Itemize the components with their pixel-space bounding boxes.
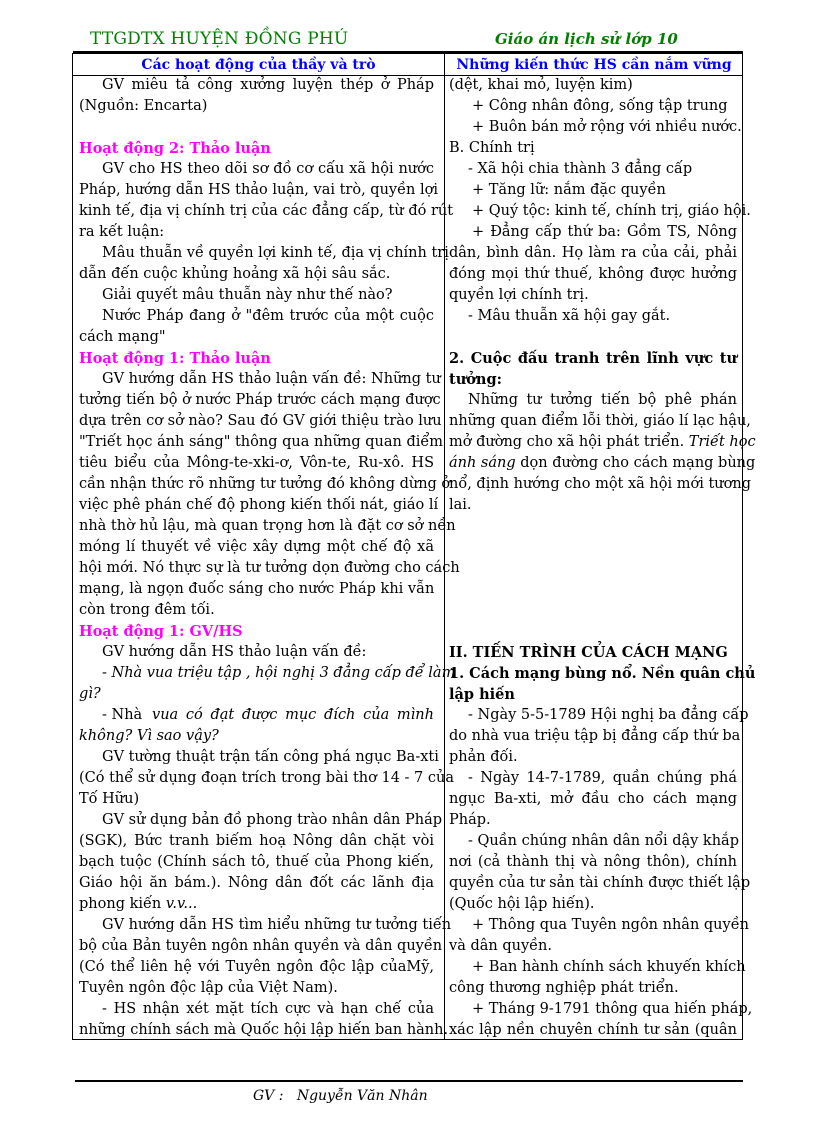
right-line: (Quốc hội lập hiến). [449,896,595,912]
right-line: công thương nghiệp phát triển. [449,980,679,996]
column-divider [444,54,445,1039]
left-line: (Có thể sử dụng đoạn trích trong bài thơ 14 - 7 của [79,770,454,786]
right-line: xác lập nền chuyên chính tư sản (quân [449,1022,737,1038]
right-line: quyền của tư sản tài chính được thiết lập [449,875,751,891]
left-line: GV hướng dẫn HS thảo luận vấn đề: Những tư [102,371,441,387]
right-line: + Quý tộc: kinh tế, chính trị, giáo hội. [472,203,751,219]
left-line: GV miêu tả công xưởng luyện thép ở Pháp [102,77,434,93]
left-line: hội mới. Nó thực sự là tư tưởng dọn đường cho cách [79,560,460,576]
left-line: Tuyên ngôn độc lập của Việt Nam). [79,980,338,996]
left-line: dẫn đến cuộc khủng hoảng xã hội sâu sắc. [79,266,391,282]
right-line: (dệt, khai mỏ, luyện kim) [449,77,633,93]
right-line: Những tư tưởng tiến bộ phê phán [468,392,737,408]
section-heading: 2. Cuộc đấu tranh trên lĩnh vực tư [449,350,737,367]
center-name: TTGDTX HUYỆN ĐỒNG PHÚ [90,29,349,49]
left-line: còn trong đêm tối. [79,602,215,618]
right-line: + Đẳng cấp thứ ba: Gồm TS, Nông [472,224,737,240]
left-line: - Nhà vua triệu tập , hội nghị 3 đẳng cấp để làm [102,665,456,681]
col-header-activities: Các hoạt động của thầy và trò [141,57,376,73]
footer-label: GV : [253,1088,284,1104]
right-line: B. Chính trị [449,140,535,156]
left-line: Giải quyết mâu thuẫn này như thế nào? [102,287,393,303]
left-line: mạng, là ngọn đuốc sáng cho nước Pháp khi vẫn [79,581,435,597]
right-line: đóng mọi thứ thuế, không được hưởng [449,266,737,282]
right-line: dân, bình dân. Họ làm ra của cải, phải [449,245,737,261]
activity-heading: Hoạt động 1: Thảo luận [79,350,271,367]
left-line: "Triết học ánh sáng" thông qua những quan điểm [79,434,444,450]
section-heading: II. TIẾN TRÌNH CỦA CÁCH MẠNG [449,644,728,661]
right-line: phản đối. [449,749,518,765]
left-line: Pháp, hướng dẫn HS thảo luận, vai trò, quyền lợi [79,182,438,198]
left-line: GV hướng dẫn HS thảo luận vấn đề: [102,644,367,660]
right-line [449,453,755,474]
left-line: nhà thờ hủ lậu, mà quan trọng hơn là đặt cơ sở nền [79,518,456,534]
activity-heading: Hoạt động 2: Thảo luận [79,140,271,157]
right-line: + Tăng lữ: nắm đặc quyền [472,182,666,198]
right-line: lai. [449,497,472,513]
right-line: ngục Ba-xti, mở đầu cho cách mạng [449,791,737,807]
right-line: Pháp. [449,812,491,828]
left-line: GV tường thuật trận tấn công phá ngục Ba-xti [102,749,439,765]
col-header-knowledge: Những kiến thức HS cần nắm vững [456,57,732,73]
right-line: - Ngày 14-7-1789, quần chúng phá [468,770,737,786]
right-line [449,432,756,453]
right-line: và dân quyền. [449,938,553,954]
section-heading: lập hiến [449,686,515,703]
left-line-part: vua có đạt được mục đích của mình [152,707,434,723]
left-line: kinh tế, địa vị chính trị của các đẳng cấp, từ đó rút [79,203,454,219]
right-line-part: mở đường cho xã hội phát triển. [449,434,685,450]
right-line: + Công nhân đông, sống tập trung [472,98,728,114]
left-line: (Nguồn: Encarta) [79,98,208,114]
left-line-part: v.v... [165,896,198,912]
left-line: (SGK), Bức tranh biếm hoạ Nông dân chặt vòi [79,833,434,849]
left-line: GV sử dụng bản đồ phong trào nhân dân Pháp [102,812,443,828]
right-line: - Quần chúng nhân dân nổi dậy khắp [468,833,739,849]
left-line: cách mạng" [79,329,166,345]
teacher-name: Nguyễn Văn Nhân [296,1088,428,1104]
left-line: Nước Pháp đang ở "đêm trước của một cuộc [102,308,434,324]
right-line: + Tháng 9-1791 thông qua hiến pháp, [472,1001,753,1017]
left-line: tiêu biểu của Mông-te-xki-ơ, Vôn-te, Ru-xô. HS [79,455,434,471]
right-line: + Thông qua Tuyên ngôn nhân quyền [472,917,749,933]
section-heading: 1. Cách mạng bùng nổ. Nền quân chủ [449,665,756,682]
left-line: tưởng tiến bộ ở nước Pháp trước cách mạng được [79,392,441,408]
left-line [102,705,434,726]
left-line: móng lí thuyết về việc xây dựng một chế độ xã [79,539,434,555]
right-line: + Ban hành chính sách khuyến khích [472,959,746,975]
activity-heading: Hoạt động 1: GV/HS [79,623,243,640]
left-line: bạch tuộc (Chính sách tô, thuế của Phong kiến, [79,854,434,870]
left-line: không? Vì sao vậy? [79,728,219,744]
lesson-plan-title: Giáo án lịch sử lớp 10 [495,30,678,48]
footer [253,1088,428,1104]
left-line-part: - Nhà [102,707,143,723]
left-line: GV cho HS theo dõi sơ đồ cơ cấu xã hội nước [102,161,434,177]
right-line-part: Triết học [688,434,756,450]
left-line-part: phong kiến [79,896,162,912]
left-line: những chính sách mà Quốc hội lập hiến ban hành. [79,1022,449,1038]
left-line: Giáo hội ăn bám.). Nông dân đốt các lãnh địa [79,875,434,891]
right-line: - Xã hội chia thành 3 đẳng cấp [468,161,693,177]
left-line: dựa trên cơ sở nào? Sau đó GV giới thiệu trào lưu [79,413,442,429]
right-line: - Ngày 5-5-1789 Hội nghị ba đẳng cấp [468,707,749,723]
right-line: những quan điểm lỗi thời, giáo lí lạc hậu, [449,413,751,429]
left-line [79,894,197,915]
left-line: cần nhận thức rõ những tư tưởng đó không dừng ở [79,476,451,492]
right-line-part: ánh sáng [449,455,516,471]
right-line: + Buôn bán mở rộng với nhiều nước. [472,119,742,135]
left-line: Tố Hữu) [79,791,140,807]
left-line: - HS nhận xét mặt tích cực và hạn chế của [102,1001,434,1017]
right-line: do nhà vua triệu tập bị đẳng cấp thứ ba [449,728,741,744]
right-line: quyền lợi chính trị. [449,287,589,303]
left-line: GV hướng dẫn HS tìm hiểu những tư tưởng tiến [102,917,452,933]
left-line: bộ của Bản tuyên ngôn nhân quyền và dân quyền [79,938,443,954]
left-line: (Có thể liên hệ với Tuyên ngôn độc lập củaMỹ, [79,959,434,975]
right-line-part: dọn đường cho cách mạng bùng [520,455,756,471]
right-line: - Mâu thuẫn xã hội gay gắt. [468,308,671,324]
right-line: nổ, định hướng cho một xã hội mới tương [449,476,751,492]
footer-rule [75,1080,743,1082]
section-heading: tưởng: [449,371,502,388]
left-line: ra kết luận: [79,224,165,240]
left-line: việc phê phán chế độ phong kiến thối nát, giáo lí [79,497,439,513]
right-line: nơi (cả thành thị và nông thôn), chính [449,854,737,870]
left-line: Mâu thuẫn về quyền lợi kinh tế, địa vị chính trị [102,245,449,261]
left-line: gì? [79,686,101,702]
